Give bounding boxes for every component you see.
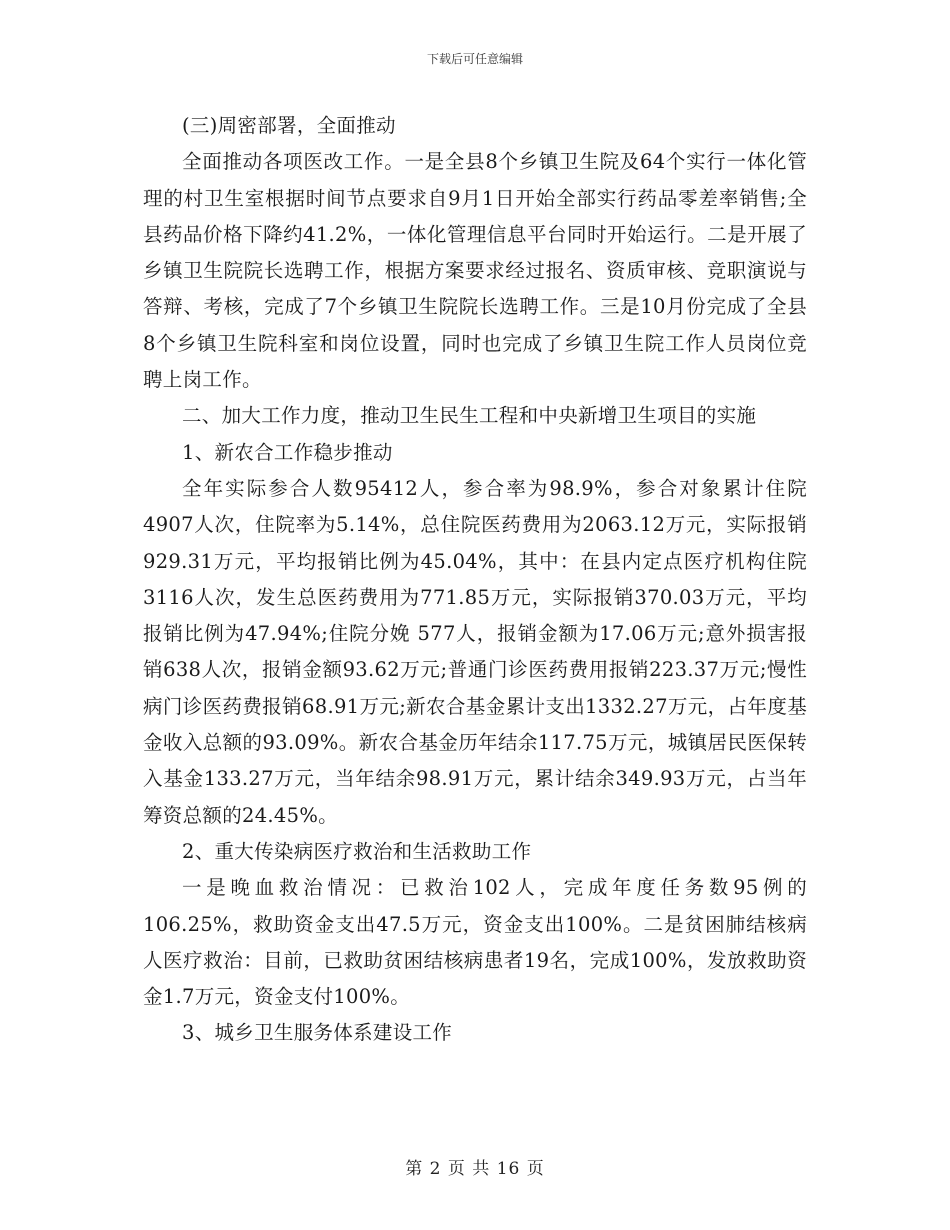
page-header: 下载后可任意编辑 xyxy=(426,52,523,66)
document-body xyxy=(143,108,807,1052)
paragraph-reform: 全面推动各项医改工作。一是全县8个乡镇卫生院及64个实行一体化管理的村卫生室根据时间节点要求自9月1日开始全部实行药品零差率销售;全县药品价格下降约41.2%，一体化管理信息平台同时开始运行。二是开展了乡镇卫生院院长选聘工作，根据方案要求经过报名、资质审核、竞职演说与答辩、考核，完成了7个乡镇卫生院院长选聘工作。三是10月份完成了全县8个乡镇卫生院科室和岗位设置，同时也完成了乡镇卫生院工作人员岗位竞聘上岗工作。 xyxy=(143,150,807,392)
subheading-disease-treatment: 2、重大传染病医疗救治和生活救助工作 xyxy=(182,839,532,863)
page-footer: 第 2 页 共 16 页 xyxy=(405,1159,545,1179)
paragraph-ncms: 全年实际参合人数95412人，参合率为98.9%，参合对象累计住院4907人次，住院率为5.14%，总住院医药费用为2063.12万元，实际报销929.31万元，平均报销比例为45.04%，其中：在县内定点医疗机构住院3116人次，发生总医药费用为771.85万元，实际报销370.03万元，平均报销比例为47.94%;住院分娩 577人，报销金额为17.06万元;意外损害报销638人次，报销金额93.62万元;普通门诊医药费用报销223.37万元;慢性病门诊医药费报销68.91万元;新农合基金累计支出1332.27万元，占年度基金收入总额的93.09%。新农合基金历年结余117.75万元，城镇居民医保转入基金133.27万元，当年结余98.91万元，累计结余349.93万元，占当年筹资总额的24.45%。 xyxy=(143,476,807,827)
section-heading-3: (三)周密部署，全面推动 xyxy=(182,114,396,137)
subheading-health-service-system: 3、城乡卫生服务体系建设工作 xyxy=(182,1021,453,1045)
paragraph-disease-treatment: 一是晚血救治情况：已救治102人，完成年度任务数95例的106.25%，救助资金支出47.5万元，资金支出100%。二是贫困肺结核病人医疗救治：目前，已救助贫困结核病患者19名，完成100%，发放救助资金1.7万元，资金支付100%。 xyxy=(143,876,807,1009)
section-heading-2: 二、加大工作力度，推动卫生民生工程和中央新增卫生项目的实施 xyxy=(182,404,757,428)
subheading-ncms: 1、新农合工作稳步推动 xyxy=(182,440,393,464)
